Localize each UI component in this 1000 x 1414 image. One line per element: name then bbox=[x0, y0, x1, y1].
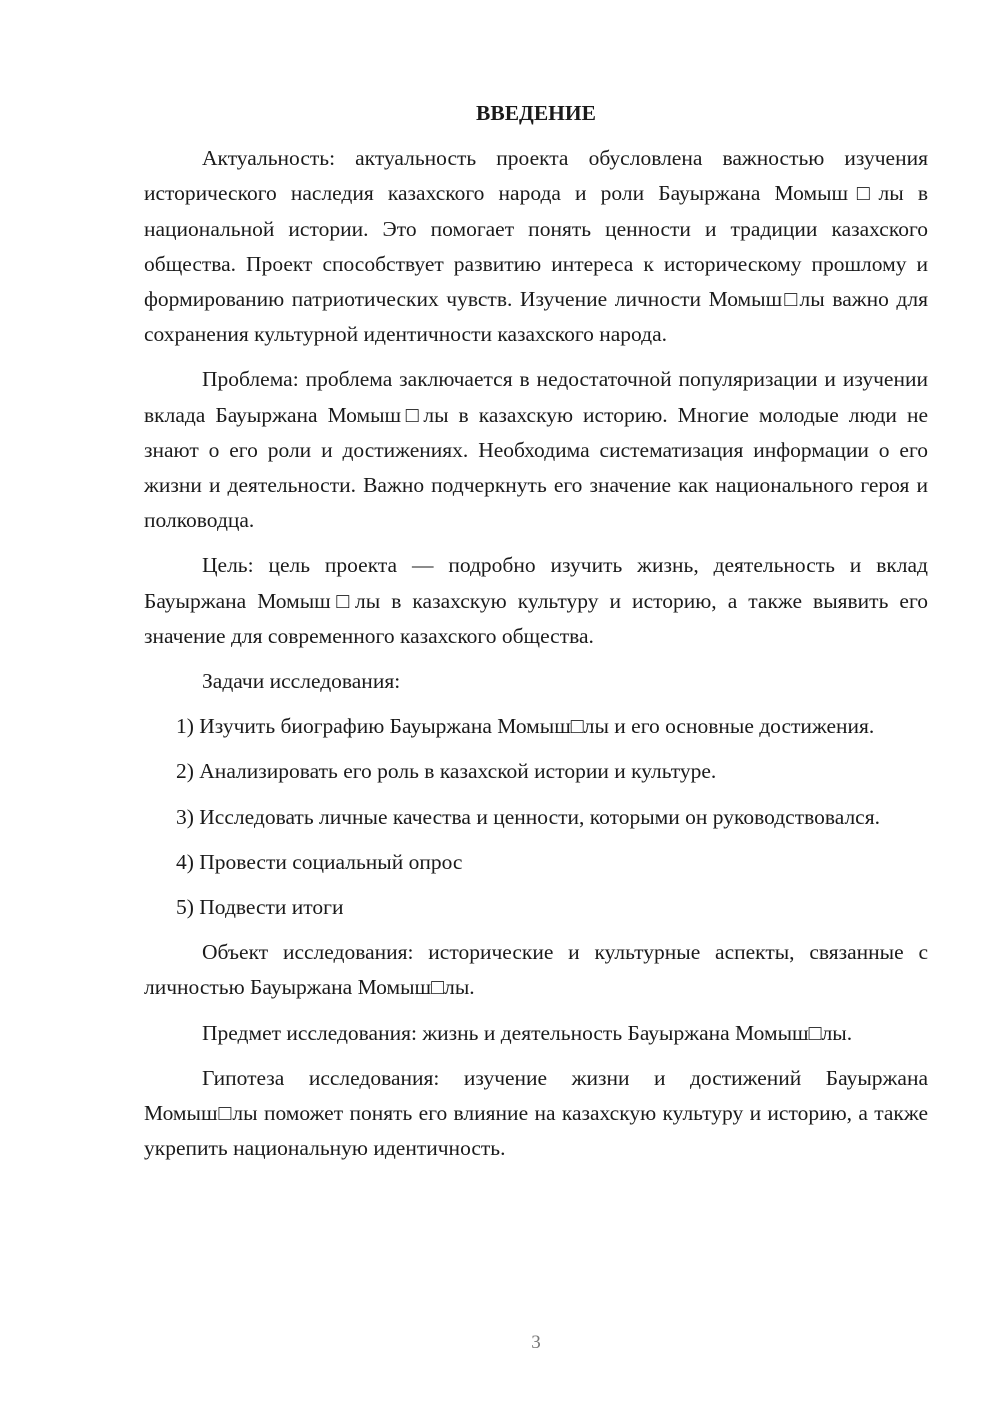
task-item-4: 4) Провести социальный опрос bbox=[176, 849, 463, 874]
section-title: ВВЕДЕНИЕ bbox=[476, 101, 596, 125]
paragraph-subject: Предмет исследования: жизнь и деятельность Бауыржана Момыш□лы. bbox=[202, 1020, 853, 1045]
task-item-5: 5) Подвести итоги bbox=[176, 895, 344, 920]
paragraph-goal: Цель: цель проекта — подробно изучить жизнь, деятельность и вклад Бауыржана Момыш□лы в казахскую культуру и историю, а также выявить его значение для современного казахского общества. bbox=[144, 553, 928, 648]
paragraph-object: Объект исследования: исторические и культурные аспекты, связанные с личностью Бауыржана Момыш□лы. bbox=[144, 940, 928, 1000]
paragraph-hypothesis: Гипотеза исследования: изучение жизни и достижений Бауыржана Момыш□лы поможет понять его влияние на казахскую культуру и историю, а также укрепить национальную идентичность. bbox=[144, 1065, 928, 1161]
page-content bbox=[144, 96, 928, 1176]
paragraph-relevance: Актуальность: актуальность проекта обусловлена важностью изучения исторического наследия казахского народа и роли Бауыржана Момыш□лы в национальной истории. Это помогает понять ценности и традиции казахского общества. Проект способствует развитию интереса к историческому прошлому и формированию патриотических чувств. Изучение личности Момыш□лы важно для сохранения культурной идентичности казахского народа. bbox=[144, 146, 928, 347]
tasks-heading: Задачи исследования: bbox=[202, 669, 401, 694]
paragraph-problem: Проблема: проблема заключается в недостаточной популяризации и изучении вклада Бауыржана Момыш□лы в казахскую историю. Многие молодые люди не знают о его роли и достижениях. Необходима систематизация информации о его жизни и деятельности. Важно подчеркнуть его значение как национального героя и полководца. bbox=[144, 367, 928, 533]
task-item-3: 3) Исследовать личные качества и ценности, которыми он руководствовался. bbox=[176, 804, 880, 829]
task-item-2: 2) Анализировать его роль в казахской истории и культуре. bbox=[176, 759, 717, 784]
task-item-1: 1) Изучить биографию Бауыржана Момыш□лы и его основные достижения. bbox=[176, 714, 875, 739]
page-number: 3 bbox=[531, 1332, 541, 1353]
